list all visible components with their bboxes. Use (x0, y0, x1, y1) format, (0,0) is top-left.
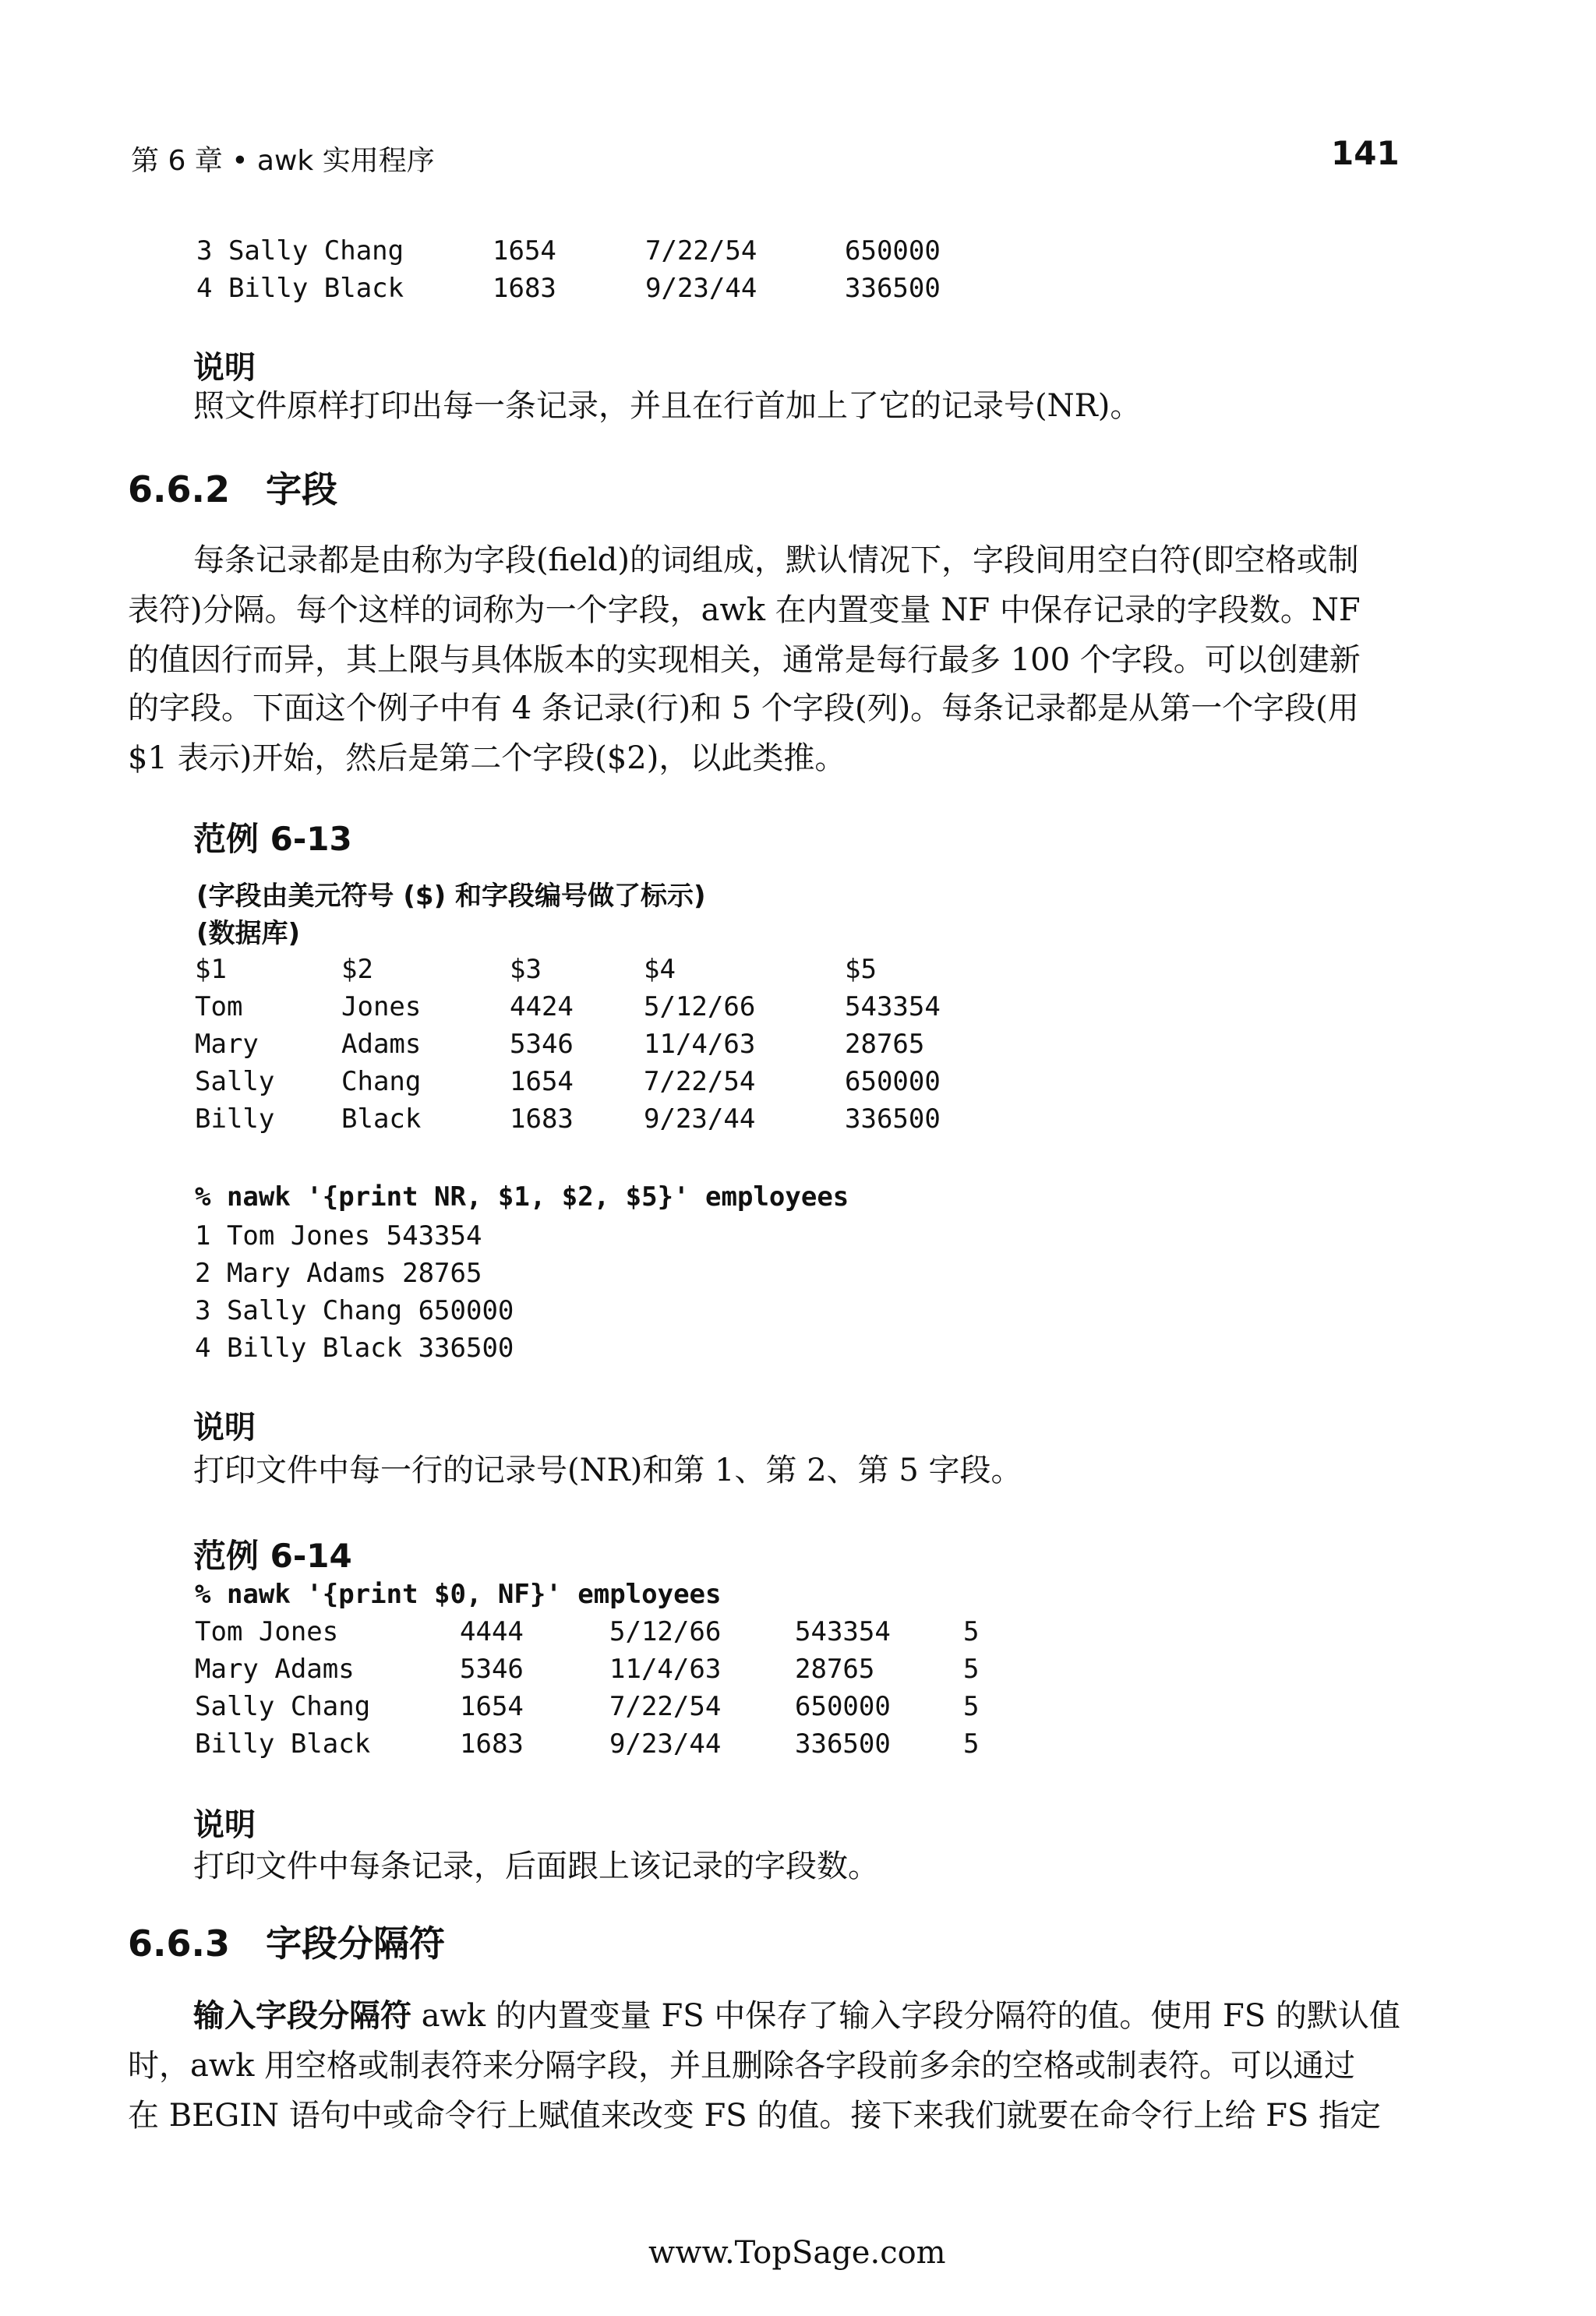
paragraph-line: 每条记录都是由称为字段(field)的词组成，默认情况下，字段间用空白符(即空格或制 (193, 542, 1359, 578)
table-cell: 1654 (460, 1691, 524, 1722)
table-cell: Black (341, 1103, 422, 1135)
paragraph-line: 表符)分隔。每个这样的词称为一个字段，awk 在内置变量 NF 中保存记录的字段数。NF (128, 592, 1361, 628)
table-cell: 336500 (845, 1103, 941, 1135)
paragraph-line: $1 表示)开始，然后是第二个字段($2)，以此类推。 (128, 740, 846, 776)
example-title: 范例 6-13 (193, 820, 352, 858)
table-cell: 5 (963, 1691, 980, 1722)
table-header-cell: $3 (510, 954, 542, 985)
note-label: 说明 (193, 350, 256, 386)
table-cell: 11/4/63 (644, 1029, 756, 1060)
output-line: 3 Sally Chang 650000 (195, 1295, 514, 1326)
table-cell: Mary Adams (195, 1654, 355, 1685)
table-cell: Chang (341, 1066, 422, 1097)
table-cell: 4444 (460, 1616, 524, 1647)
example-caption: (字段由美元符号 ($) 和字段编号做了标示) (196, 881, 706, 912)
table-cell: 7/22/54 (609, 1691, 722, 1722)
paragraph-line: 的字段。下面这个例子中有 4 条记录(行)和 5 个字段(列)。每条记录都是从第一个字段(用 (128, 690, 1359, 726)
table-cell: 28765 (845, 1029, 925, 1060)
table-header-cell: $4 (644, 954, 676, 985)
listing-cell: 9/23/44 (645, 273, 757, 304)
table-cell: Tom (195, 991, 243, 1022)
example-caption: (数据库) (196, 918, 301, 949)
table-cell: Tom Jones (195, 1616, 339, 1647)
table-cell: Mary (195, 1029, 259, 1060)
table-cell: 11/4/63 (609, 1654, 722, 1685)
table-cell: 5 (963, 1654, 980, 1685)
table-cell: Sally Chang (195, 1691, 371, 1722)
table-cell: 1683 (510, 1103, 574, 1135)
table-cell: 5/12/66 (609, 1616, 722, 1647)
output-line: 1 Tom Jones 543354 (195, 1220, 482, 1252)
table-cell: 543354 (845, 991, 941, 1022)
example-title: 范例 6-14 (193, 1537, 352, 1575)
page-number: 141 (1331, 134, 1400, 172)
table-cell: Sally (195, 1066, 275, 1097)
table-cell: Billy (195, 1103, 275, 1135)
table-cell: Jones (341, 991, 422, 1022)
listing-cell: 336500 (845, 273, 941, 304)
section-heading: 6.6.2 字段 (128, 468, 337, 510)
output-line: 4 Billy Black 336500 (195, 1333, 514, 1364)
table-cell: 5 (963, 1616, 980, 1647)
running-title: 第 6 章 • awk 实用程序 (131, 145, 435, 177)
table-cell: 650000 (845, 1066, 941, 1097)
command-line: % nawk '{print NR, $1, $2, $5}' employees (195, 1181, 849, 1213)
section-heading: 6.6.3 字段分隔符 (128, 1922, 445, 1965)
table-header-cell: $2 (341, 954, 373, 985)
note-text: 照文件原样打印出每一条记录，并且在行首加上了它的记录号(NR)。 (193, 388, 1142, 424)
table-cell: 543354 (795, 1616, 891, 1647)
listing-cell: 1654 (493, 235, 556, 267)
table-cell: 5346 (510, 1029, 574, 1060)
table-cell: 7/22/54 (644, 1066, 756, 1097)
listing-cell: 3 Sally Chang (196, 235, 404, 267)
table-cell: 336500 (795, 1728, 891, 1760)
table-cell: Adams (341, 1029, 422, 1060)
paragraph-line: 的值因行而异，其上限与具体版本的实现相关，通常是每行最多 100 个字段。可以创建新 (128, 642, 1361, 678)
table-header-cell: $5 (845, 954, 877, 985)
paragraph-lead: 输入字段分隔符 (193, 1997, 411, 2034)
table-cell: 28765 (795, 1654, 875, 1685)
listing-cell: 4 Billy Black (196, 273, 404, 304)
table-cell: 1654 (510, 1066, 574, 1097)
table-cell: 9/23/44 (644, 1103, 756, 1135)
listing-cell: 650000 (845, 235, 941, 267)
table-header-cell: $1 (195, 954, 227, 985)
table-cell: 5346 (460, 1654, 524, 1685)
table-cell: 9/23/44 (609, 1728, 722, 1760)
command-line: % nawk '{print $0, NF}' employees (195, 1579, 722, 1610)
table-cell: Billy Black (195, 1728, 371, 1760)
paragraph-line (193, 1992, 1400, 2040)
paragraph-text: awk 的内置变量 FS 中保存了输入字段分隔符的值。使用 FS 的默认值 (411, 1998, 1400, 2034)
note-text: 打印文件中每一行的记录号(NR)和第 1、第 2、第 5 字段。 (193, 1453, 1022, 1488)
note-label: 说明 (193, 1410, 256, 1446)
output-line: 2 Mary Adams 28765 (195, 1258, 482, 1289)
paragraph-line: 时，awk 用空格或制表符来分隔字段，并且删除各字段前多余的空格或制表符。可以通过 (128, 2048, 1356, 2084)
note-label: 说明 (193, 1807, 256, 1843)
paragraph-line: 在 BEGIN 语句中或命令行上赋值来改变 FS 的值。接下来我们就要在命令行上给 FS 指定 (128, 2098, 1381, 2134)
table-cell: 5/12/66 (644, 991, 756, 1022)
listing-cell: 7/22/54 (645, 235, 757, 267)
note-text: 打印文件中每条记录，后面跟上该记录的字段数。 (193, 1848, 879, 1884)
listing-cell: 1683 (493, 273, 556, 304)
footer-url: www.TopSage.com (648, 2235, 946, 2271)
table-cell: 5 (963, 1728, 980, 1760)
table-cell: 4424 (510, 991, 574, 1022)
table-cell: 650000 (795, 1691, 891, 1722)
table-cell: 1683 (460, 1728, 524, 1760)
